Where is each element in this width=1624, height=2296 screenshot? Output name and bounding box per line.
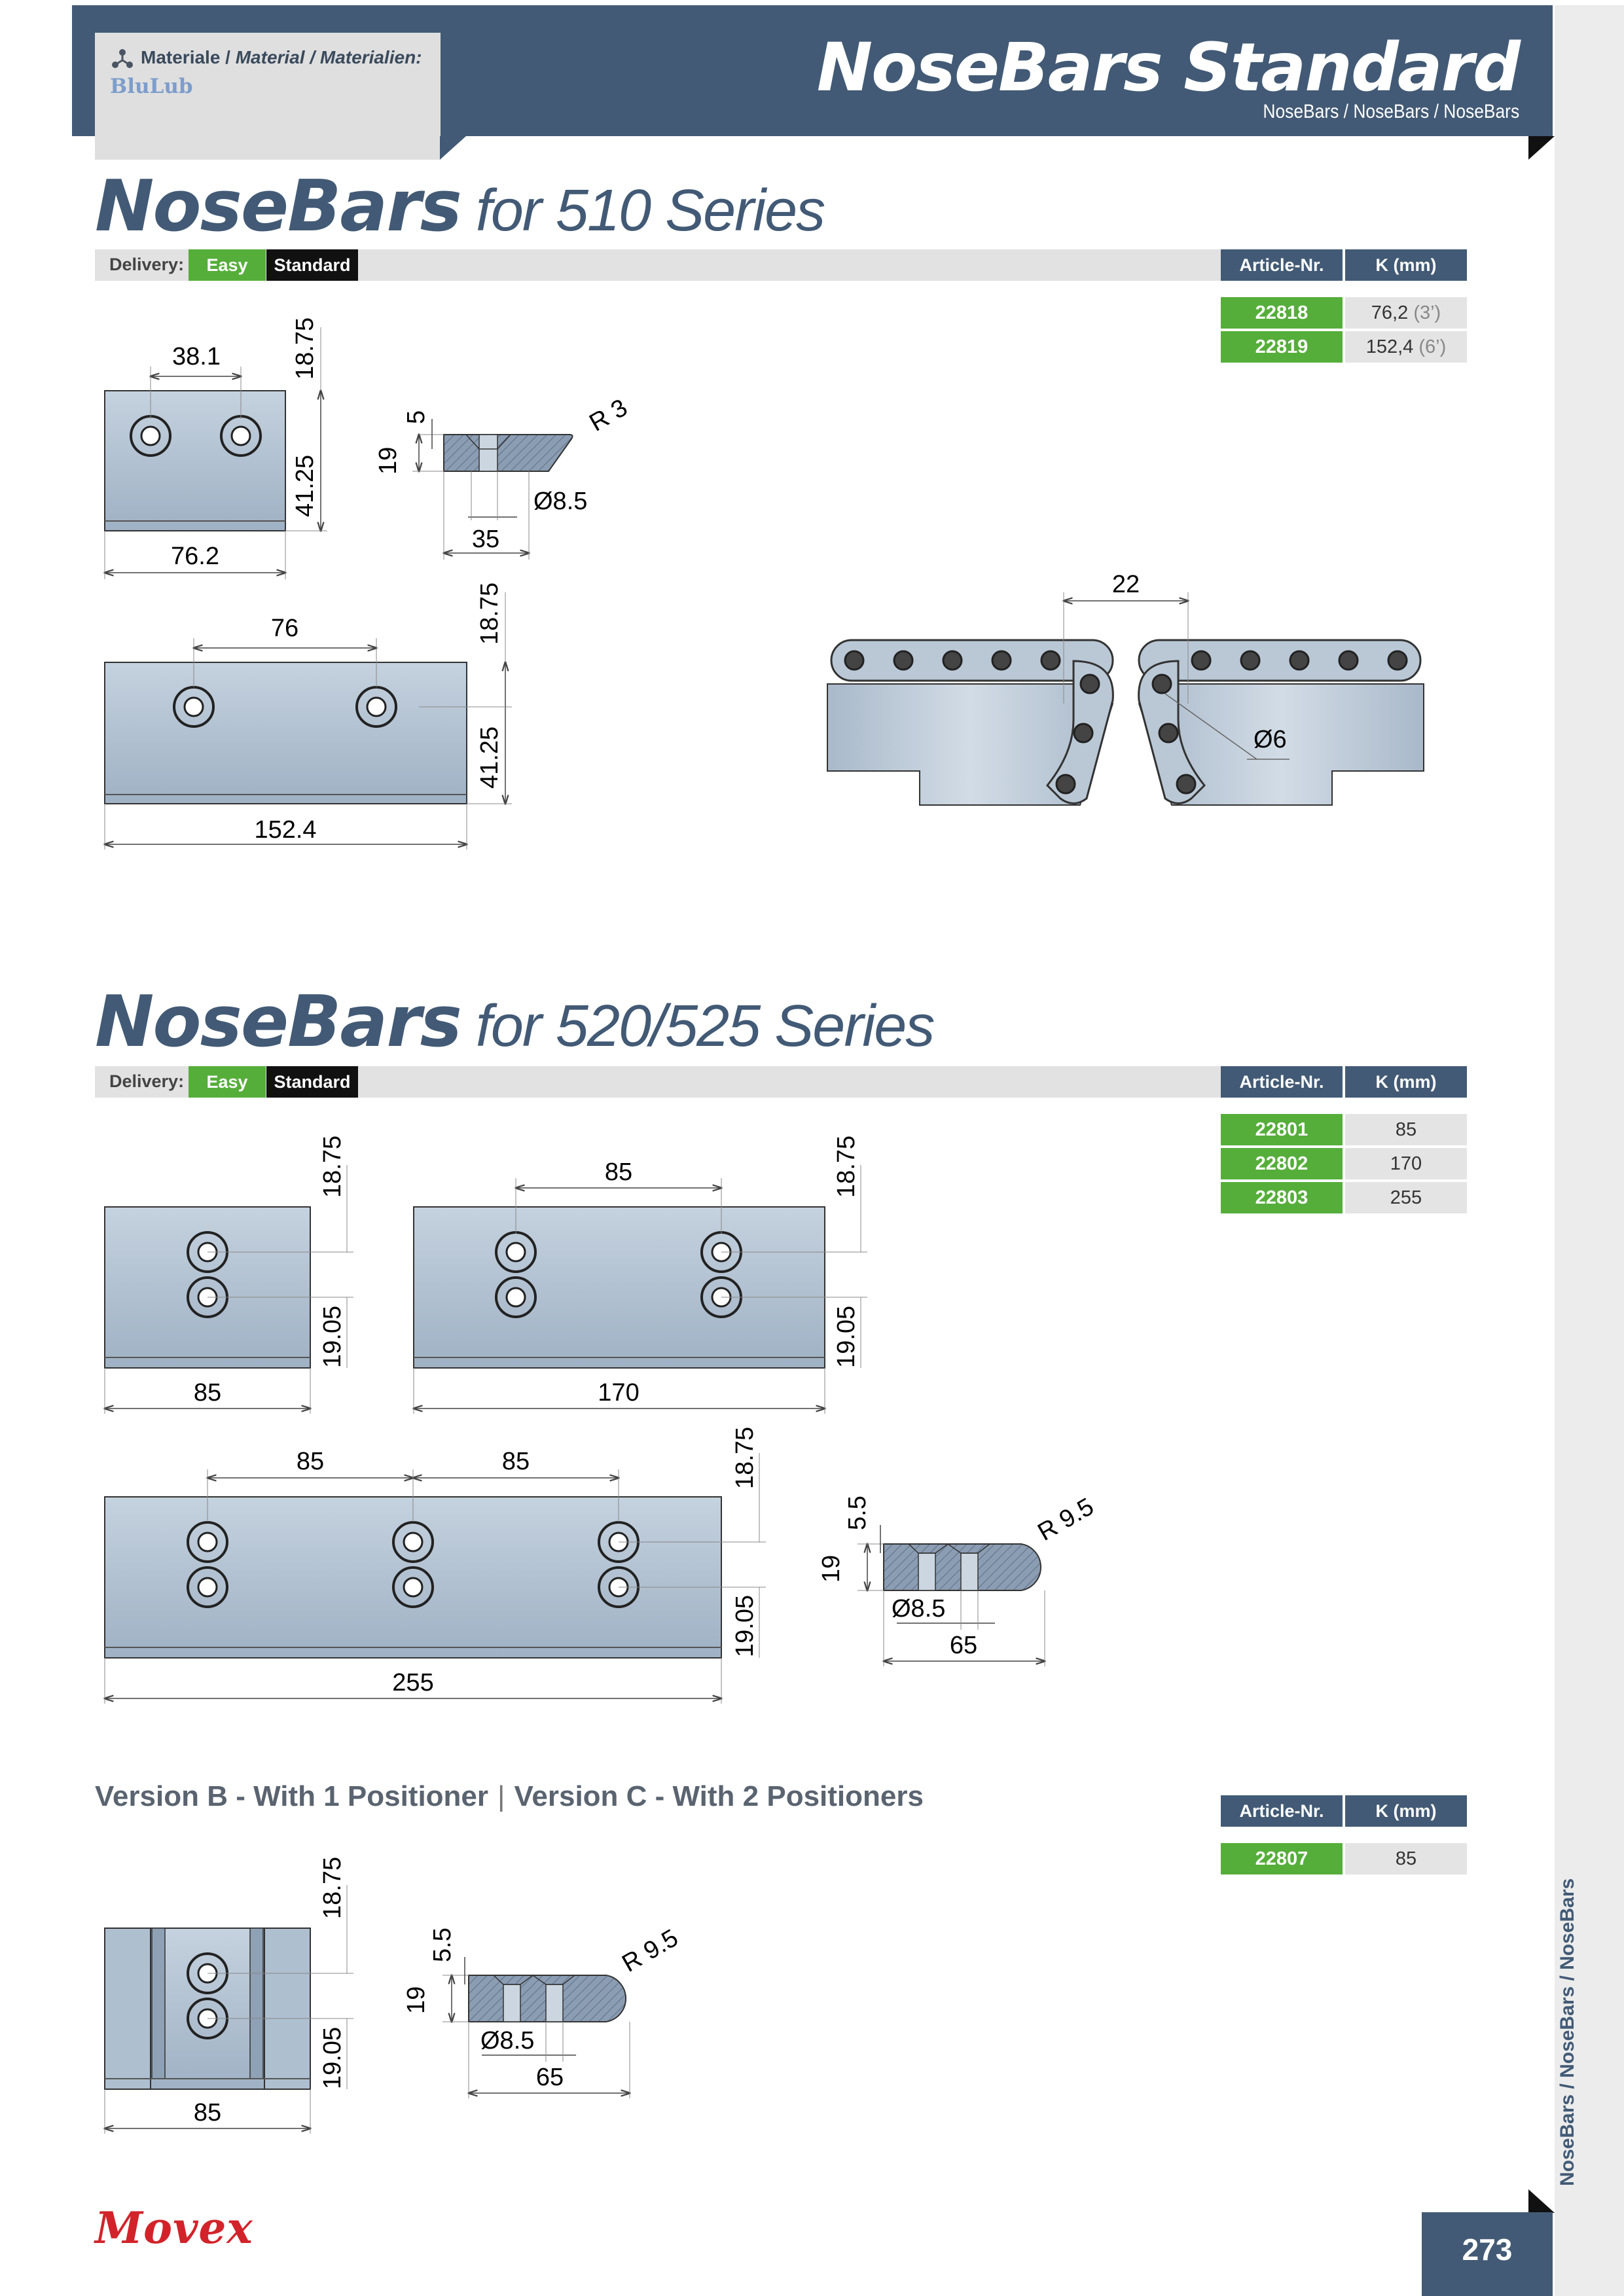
article-cell: 22801 bbox=[1221, 1114, 1343, 1145]
dim-label: R 9.5 bbox=[1033, 1493, 1099, 1547]
version-title: Version B - With 1 Positioner | Version C - With 2 Positioners bbox=[95, 1780, 924, 1812]
table-header-article: Article-Nr. bbox=[1221, 1066, 1343, 1098]
page-title: NoseBars Standard bbox=[816, 29, 1519, 107]
dim-label: 76.2 bbox=[171, 543, 219, 570]
dim-label: Ø8.5 bbox=[480, 2027, 535, 2054]
k-cell: 76,2 (3’) bbox=[1345, 297, 1467, 329]
profile-drawing-520 bbox=[818, 1493, 1098, 1666]
drawings-versions bbox=[0, 1833, 785, 2160]
profile-drawing-version bbox=[403, 1924, 683, 2098]
dim-label: 85 bbox=[501, 1448, 530, 1475]
table-header-article: Article-Nr. bbox=[1221, 249, 1343, 281]
bar-85-drawing bbox=[105, 1136, 353, 1414]
side-corner-top bbox=[1528, 136, 1555, 160]
bar-255-drawing bbox=[105, 1427, 766, 1704]
long-bar-drawing bbox=[105, 583, 512, 850]
delivery-standard-badge: Standard bbox=[266, 249, 358, 281]
small-bar-drawing bbox=[105, 317, 327, 579]
dim-label: 19.05 bbox=[319, 1305, 346, 1368]
table-header-k: K (mm) bbox=[1345, 249, 1467, 281]
dim-label: 19 bbox=[403, 1986, 430, 2014]
dim-label: 18.75 bbox=[731, 1426, 759, 1489]
material-value: BluLub bbox=[110, 75, 193, 98]
page-number: 273 bbox=[1462, 2233, 1513, 2267]
dim-label: 5.5 bbox=[429, 1928, 456, 1962]
article-cell: 22803 bbox=[1221, 1182, 1343, 1213]
article-cell: 22802 bbox=[1221, 1148, 1343, 1179]
dim-label: R 9.5 bbox=[617, 1924, 683, 1978]
article-cell: 22819 bbox=[1221, 331, 1343, 363]
dim-label: 19.05 bbox=[731, 1594, 759, 1657]
side-corner-bottom bbox=[1528, 2189, 1555, 2213]
dim-label: 18.75 bbox=[319, 1135, 346, 1198]
dim-label: 85 bbox=[604, 1158, 633, 1186]
dim-label: 18.75 bbox=[291, 317, 319, 380]
dim-label: 19.05 bbox=[833, 1305, 860, 1368]
delivery-standard-badge: Standard bbox=[266, 1066, 358, 1098]
material-label: Materiale / Material / Materialien: bbox=[141, 47, 422, 67]
movex-logo: Movex bbox=[95, 2202, 253, 2253]
dim-label: 35 bbox=[471, 526, 500, 553]
delivery-easy-badge: Easy bbox=[189, 249, 266, 281]
delivery-label: Delivery: bbox=[109, 1071, 185, 1091]
dim-label: 18.75 bbox=[476, 582, 503, 645]
dim-label: 255 bbox=[392, 1669, 434, 1696]
dim-label: 85 bbox=[193, 2099, 222, 2126]
section-title-510: NoseBars for 510 Series bbox=[95, 166, 825, 247]
profile-drawing-510 bbox=[374, 394, 632, 560]
delivery-easy-badge: Easy bbox=[189, 1066, 266, 1098]
k-cell: 85 bbox=[1345, 1843, 1467, 1874]
dim-label: 38.1 bbox=[172, 343, 221, 370]
dim-label: Ø6 bbox=[1254, 726, 1287, 753]
article-cell: 22807 bbox=[1221, 1843, 1343, 1874]
side-tab-label: NoseBars / NoseBars / NoseBars bbox=[1557, 1878, 1578, 2186]
dim-label: 41.25 bbox=[476, 726, 503, 789]
dim-label: 22 bbox=[1111, 571, 1140, 598]
table-header-k: K (mm) bbox=[1345, 1066, 1467, 1098]
article-cell: 22818 bbox=[1221, 297, 1343, 329]
dim-label: 85 bbox=[193, 1379, 222, 1407]
dim-label: 85 bbox=[296, 1448, 325, 1475]
dim-label: Ø8.5 bbox=[533, 488, 588, 515]
k-cell: 170 bbox=[1345, 1148, 1467, 1179]
k-cell: 255 bbox=[1345, 1182, 1467, 1213]
drawings-510 bbox=[0, 0, 1506, 884]
dim-label: 19 bbox=[818, 1554, 845, 1583]
dim-label: 76 bbox=[270, 615, 299, 642]
dim-label: 5 bbox=[403, 410, 430, 424]
version-bar-drawing bbox=[105, 1857, 353, 2134]
delivery-bar-520 bbox=[95, 1066, 1283, 1098]
table-header-k: K (mm) bbox=[1345, 1795, 1467, 1827]
dim-label: 5.5 bbox=[844, 1496, 871, 1530]
bar-170-drawing bbox=[414, 1136, 867, 1414]
drawings-520 bbox=[0, 1113, 1178, 1734]
dim-label: R 3 bbox=[585, 393, 632, 437]
dim-label: 170 bbox=[598, 1379, 640, 1407]
delivery-label: Delivery: bbox=[109, 255, 185, 274]
table-header-article: Article-Nr. bbox=[1221, 1795, 1343, 1827]
dim-label: 41.25 bbox=[291, 454, 319, 517]
page-subtitle: NoseBars / NoseBars / NoseBars bbox=[1263, 101, 1519, 122]
dim-label: 65 bbox=[535, 2064, 564, 2091]
dim-label: 65 bbox=[949, 1632, 978, 1659]
dim-label: Ø8.5 bbox=[892, 1595, 946, 1623]
k-cell: 85 bbox=[1345, 1114, 1467, 1145]
dim-label: 19.05 bbox=[319, 2026, 346, 2089]
chain-transfer-drawing bbox=[827, 571, 1424, 805]
dim-label: 18.75 bbox=[833, 1135, 860, 1198]
dim-label: 19 bbox=[374, 446, 402, 475]
section-title-520: NoseBars for 520/525 Series bbox=[95, 981, 934, 1063]
dim-label: 18.75 bbox=[319, 1856, 346, 1919]
k-cell: 152,4 (6’) bbox=[1345, 331, 1467, 363]
dim-label: 152.4 bbox=[254, 816, 317, 844]
